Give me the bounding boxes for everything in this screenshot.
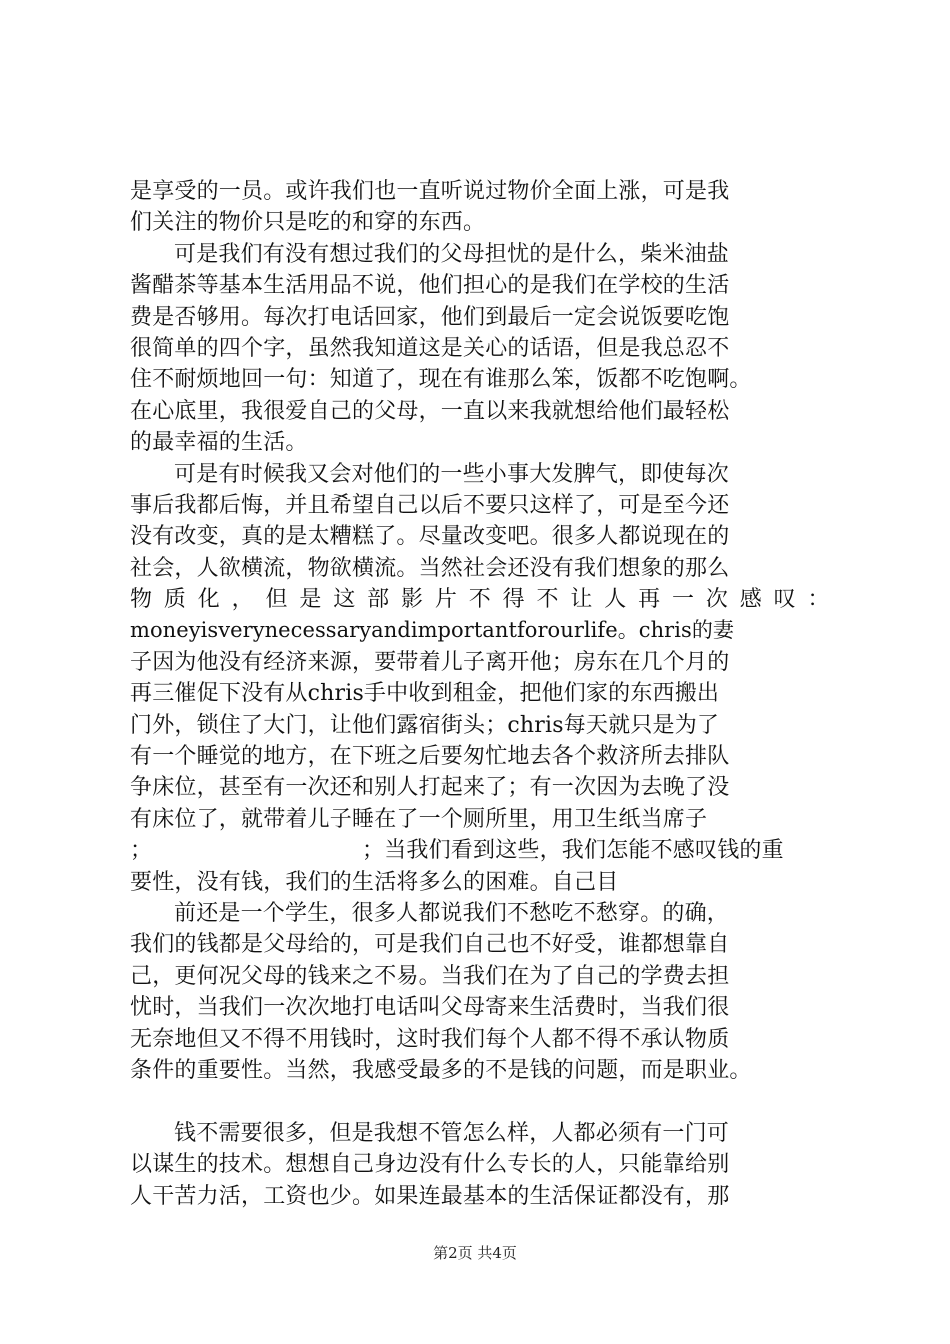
char: 是 <box>299 587 322 613</box>
char: 感 <box>739 587 762 613</box>
paragraph-gap <box>130 1086 830 1117</box>
text-line: 有床位了，就带着儿子睡在了一个厕所里，用卫生纸当席子 <box>130 806 708 832</box>
char: 影 <box>401 587 424 613</box>
char: 部 <box>367 587 390 613</box>
text-segment: ；当我们看到这些，我们怎能不感叹钱的重 <box>362 838 784 864</box>
text-line: 再三催促下没有从chris手中收到租金，把他们家的东西搬出 <box>130 681 720 707</box>
text-line: 人干苦力活，工资也少。如果连最基本的生活保证都没有，那 <box>130 1183 730 1209</box>
char: 叹 <box>773 587 796 613</box>
page-number: 第2页 共4页 <box>433 1244 517 1262</box>
char: 得 <box>502 587 525 613</box>
text-line: 费是否够用。每次打电话回家，他们到最后一定会说饭要吃饱 <box>130 304 730 330</box>
text-line: 事后我都后悔，并且希望自己以后不要只这样了，可是至今还 <box>130 492 730 518</box>
text-line: 争床位，甚至有一次还和别人打起来了；有一次因为去晚了没 <box>130 775 730 801</box>
semicolon: ； <box>130 838 153 864</box>
paragraph-start-line: 钱不需要很多，但是我想不管怎么样，人都必须有一门可 <box>174 1120 730 1146</box>
char: 但 <box>265 587 288 613</box>
char: 让 <box>570 587 593 613</box>
char: 次 <box>705 587 729 613</box>
char: ： <box>807 587 830 613</box>
char: ， <box>231 587 254 613</box>
text-line: 忧时，当我们一次次地打电话叫父母寄来生活费时，当我们很 <box>130 995 730 1021</box>
spaced-text-line <box>130 584 830 615</box>
text-line: 己，更何况父母的钱来之不易。当我们在为了自己的学费去担 <box>130 963 730 989</box>
paragraph-start-line: 可是有时候我又会对他们的一些小事大发脾气，即使每次 <box>174 461 730 487</box>
char: 不 <box>536 587 559 613</box>
text-line: 的最幸福的生活。 <box>130 430 308 456</box>
text-line: 子因为他没有经济来源，要带着儿子离开他；房东在几个月的 <box>130 649 730 675</box>
text-line: 以谋生的技术。想想自己身边没有什么专长的人，只能靠给别 <box>130 1152 730 1178</box>
text-line: 在心底里，我很爱自己的父母，一直以来我就想给他们最轻松 <box>130 398 730 424</box>
text-line: 酱醋茶等基本生活用品不说，他们担心的是我们在学校的生活 <box>130 273 730 299</box>
paragraph-start-line: 可是我们有没有想过我们的父母担忧的是什么，柴米油盐 <box>174 241 730 267</box>
text-line: 要性，没有钱，我们的生活将多么的困难。自己目 <box>130 869 619 895</box>
text-line: moneyisverynecessaryandimportantforourlife。chris的妻 <box>130 618 734 643</box>
char: 这 <box>333 587 356 613</box>
text-line: 很简单的四个字，虽然我知道这是关心的话语，但是我总忍不 <box>130 335 730 361</box>
text-line: 没有改变，真的是太糟糕了。尽量改变吧。很多人都说现在的 <box>130 524 730 550</box>
text-line: 门外，锁住了大门，让他们露宿街头；chris每天就只是为了 <box>130 712 720 738</box>
text-line: 是享受的一员。或许我们也一直听说过物价全面上涨，可是我 <box>130 179 730 204</box>
text-line-with-gap <box>130 835 830 866</box>
document-body <box>130 176 830 1212</box>
text-line: 社会，人欲横流，物欲横流。当然社会还没有我们想象的那么 <box>130 555 730 581</box>
text-line: 条件的重要性。当然，我感受最多的不是钱的问题，而是职业。 <box>130 1057 752 1083</box>
text-line: 我们的钱都是父母给的，可是我们自己也不好受，谁都想靠自 <box>130 932 730 958</box>
char: 片 <box>434 587 458 613</box>
text-line: 们关注的物价只是吃的和穿的东西。 <box>130 210 486 236</box>
text-line: 无奈地但又不得不用钱时，这时我们每个人都不得不承认物质 <box>130 1026 730 1052</box>
char: 质 <box>163 587 187 613</box>
char: 一 <box>672 587 695 613</box>
char: 不 <box>468 587 491 613</box>
paragraph-start-line: 前还是一个学生，很多人都说我们不愁吃不愁穿。的确， <box>174 900 730 926</box>
char: 人 <box>604 587 627 613</box>
text-line: 住不耐烦地回一句：知道了，现在有谁那么笨，饭都不吃饱啊。 <box>130 367 752 393</box>
text-line: 有一个睡觉的地方，在下班之后要匆忙地去各个救济所去排队 <box>130 744 730 770</box>
char: 物 <box>130 587 153 613</box>
char: 再 <box>638 587 661 613</box>
char: 化 <box>197 587 220 613</box>
page-footer <box>0 1242 950 1263</box>
